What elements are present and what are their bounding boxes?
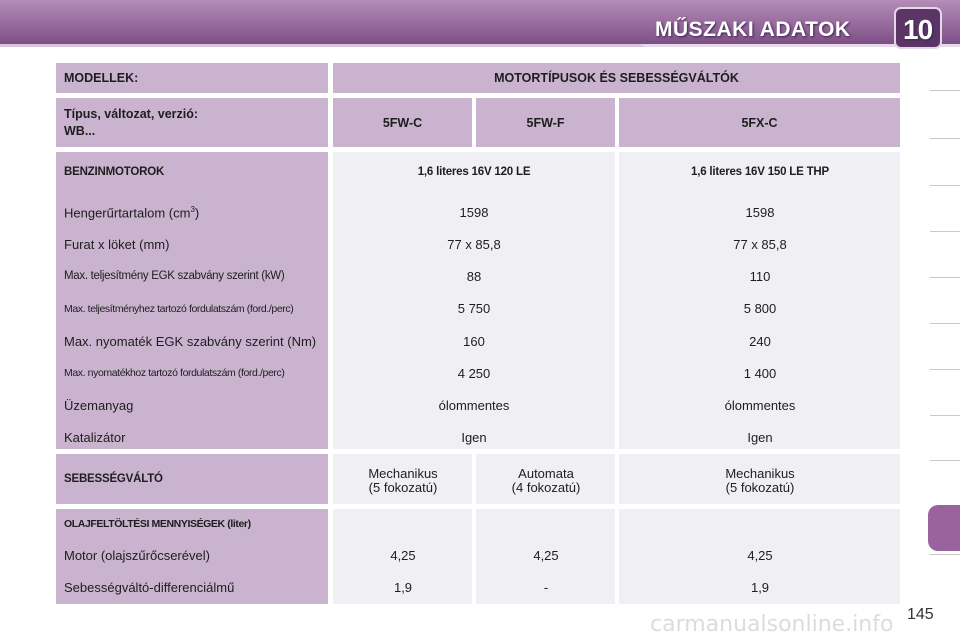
engine-2-name: 1,6 literes 16V 150 LE THP <box>691 166 829 178</box>
chapter-tab-strip <box>926 68 960 576</box>
spec-label-displacement <box>64 205 199 220</box>
gearbox-type: Mechanikus <box>368 466 438 481</box>
engines-header-text: MOTORTÍPUSOK ÉS SEBESSÉGVÁLTÓK <box>494 71 739 85</box>
spec-value-engine-2: 77 x 85,8 <box>733 237 787 252</box>
spec-value-engine-1: 1598 <box>459 205 489 220</box>
spec-label-bore-stroke: Furat x löket (mm) <box>64 237 170 252</box>
version-5fx-c <box>619 98 900 147</box>
gearbox-value <box>725 467 794 495</box>
oil-value: - <box>543 580 549 595</box>
spec-value-engine-1: 77 x 85,8 <box>447 237 501 252</box>
spec-value-engine-2: 240 <box>749 334 771 349</box>
gearbox-label <box>56 454 328 504</box>
type-label-line-2: WB... <box>64 124 96 138</box>
active-chapter-tab[interactable] <box>928 505 960 551</box>
spec-value-engine-2: 5 800 <box>743 301 777 316</box>
spec-value-engine-1: 5 750 <box>457 301 491 316</box>
gearbox-type: Mechanikus <box>725 466 795 481</box>
models-label-text: MODELLEK: <box>64 71 139 85</box>
oil-value: 1,9 <box>750 580 770 595</box>
engine-1-name: 1,6 literes 16V 120 LE <box>417 166 531 178</box>
spec-value-engine-1: 88 <box>466 269 482 284</box>
oil-label-engine: Motor (olajszűrőcserével) <box>64 548 210 563</box>
oil-label-gearbox: Sebességváltó-differenciálmű <box>64 580 235 595</box>
oil-value: 4,25 <box>533 548 559 563</box>
gearbox-gears: (4 fokozatú) <box>511 480 581 495</box>
models-label <box>56 63 328 93</box>
chapter-number: 10 <box>903 14 933 45</box>
oil-value: 4,25 <box>390 548 416 563</box>
oil-value: 1,9 <box>393 580 413 595</box>
spec-value-engine-1: 160 <box>463 334 485 349</box>
oil-value: 4,25 <box>747 548 773 563</box>
spec-value-engine-2: 110 <box>749 269 771 284</box>
spec-value-engine-2: 1 400 <box>743 366 777 381</box>
spec-label-catalyst: Katalizátor <box>64 430 126 445</box>
version-5fw-f <box>476 98 615 147</box>
page-number: 145 <box>907 606 934 623</box>
engines-header <box>333 63 900 93</box>
version-5fw-c <box>333 98 472 147</box>
type-label-line-1: Típus, változat, verzió: <box>64 107 199 121</box>
spec-label-end: ) <box>194 205 200 221</box>
oil-capacities-heading: OLAJFELTÖLTÉSI MENNYISÉGEK (liter) <box>64 518 251 530</box>
superscript: 3 <box>190 205 195 214</box>
spec-label-max-power: Max. teljesítmény EGK szabvány szerint (kW) <box>64 270 285 282</box>
spec-label-torque-rpm: Max. nyomatékhoz tartozó fordulatszám (ford./perc) <box>64 367 285 379</box>
gearbox-gears: (5 fokozatú) <box>725 480 795 495</box>
gearbox-value <box>368 467 437 495</box>
spec-label-text: Hengerűrtartalom (cm <box>64 205 191 221</box>
spec-value-engine-1: ólommentes <box>438 398 510 413</box>
spec-label-max-torque: Max. nyomaték EGK szabvány szerint (Nm) <box>64 334 317 349</box>
gearbox-label-text: SEBESSÉGVÁLTÓ <box>64 473 163 485</box>
gearbox-type: Automata <box>518 466 574 481</box>
spec-value-engine-1: Igen <box>461 430 487 445</box>
version-label: 5FW-C <box>382 115 423 130</box>
spec-label-fuel: Üzemanyag <box>64 398 134 413</box>
spec-label-power-rpm: Max. teljesítményhez tartozó fordulatszám (ford./perc) <box>64 303 294 315</box>
type-label <box>56 98 328 147</box>
spec-value-engine-1: 4 250 <box>457 366 491 381</box>
watermark: carmanualsonline.info <box>650 612 894 637</box>
gearbox-value <box>512 467 581 495</box>
gearbox-gears: (5 fokozatú) <box>368 480 438 495</box>
version-label: 5FW-F <box>526 115 565 130</box>
spec-value-engine-2: 1598 <box>745 205 775 220</box>
spec-value-engine-2: ólommentes <box>724 398 796 413</box>
petrol-engines-heading: BENZINMOTOROK <box>64 166 165 178</box>
version-label: 5FX-C <box>741 115 778 130</box>
page-title: MŰSZAKI ADATOK <box>655 18 851 41</box>
spec-value-engine-2: Igen <box>747 430 773 445</box>
